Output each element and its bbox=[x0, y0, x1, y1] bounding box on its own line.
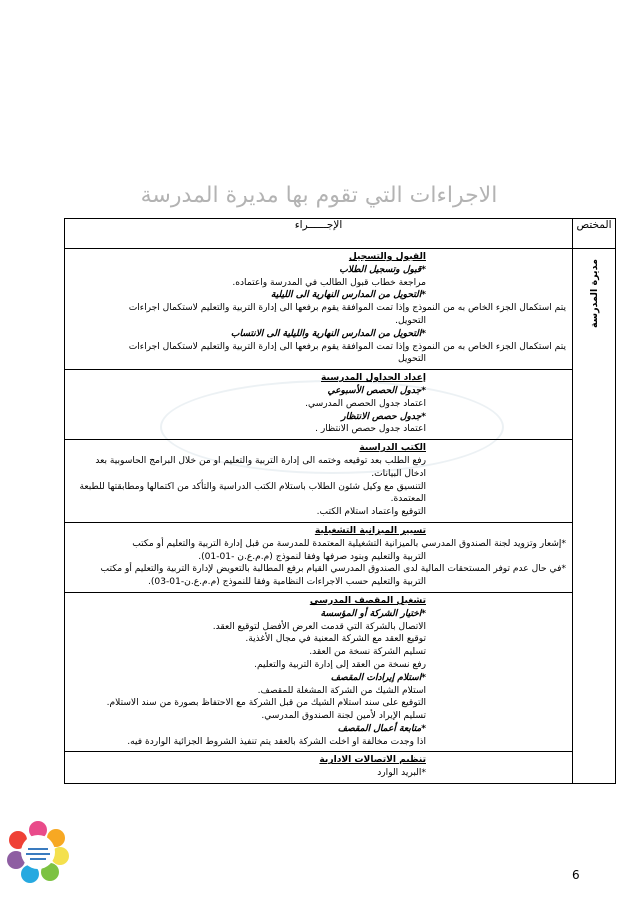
procedure-subheading: *التحويل من المدارس النهارية والليلية الى الانتساب bbox=[230, 328, 426, 339]
procedure-line: *في حال عدم توفر المستحقات المالية لدى الصندوق المدرسي القيام برفع المطالبة بالتعويض لإدارة التربية والتعليم أو مكتب bbox=[100, 564, 566, 575]
procedure-section bbox=[65, 370, 572, 440]
procedure-line: رفع نسخة من العقد إلى إدارة التربية والتعليم. bbox=[254, 659, 426, 670]
procedure-line: التحويل bbox=[397, 354, 426, 365]
procedure-line: *إشعار وتزويد لجنة الصندوق المدرسي بالميزانية التشغيلية المعتمدة للمدرسة من قبل إدارة التربية والتعليم أو مكتب bbox=[132, 538, 566, 549]
procedure-line: يتم استكمال الجزء الخاص به من النموذج وإذا تمت الموافقة يقوم برفعها الى إدارة التربية والتعليم لاستكمال اجراءات bbox=[128, 341, 566, 352]
page-title: الاجراءات التي تقوم بها مديرة المدرسة bbox=[140, 183, 498, 208]
section-title: تنظيم الاتصالات الادارية bbox=[319, 755, 426, 766]
procedure-line: اعتماد جدول حصص الانتظار . bbox=[315, 424, 426, 435]
section-title: تسيير الميزانية التشغيلية bbox=[314, 525, 426, 536]
side-label: مديرة المدرسة bbox=[588, 259, 600, 329]
procedure-line: تسليم الإيراد لأمين لجنة الصندوق المدرسي. bbox=[261, 711, 426, 722]
procedures-cell bbox=[65, 249, 573, 784]
section-title: تشغيل المقصف المدرسي bbox=[309, 595, 426, 606]
procedure-subheading: *قبول وتسجيل الطلاب bbox=[339, 264, 426, 275]
procedure-line: مراجعة خطاب قبول الطالب في المدرسة واعتماده. bbox=[232, 277, 426, 288]
procedure-subheading: *جدول حصص الانتظار bbox=[341, 411, 426, 422]
procedure-line: توقيع العقد مع الشركة المعنية في مجال الأغذية. bbox=[245, 634, 426, 645]
procedure-line: تسليم الشركة نسخة من العقد. bbox=[309, 647, 426, 658]
procedure-line: رفع الطلب بعد توقيعه وختمه الى إدارة التربية والتعليم او من خلال البرامج الحاسوبية بعد ادخال البيانات. bbox=[95, 455, 426, 479]
section-title: القبول والتسجيل bbox=[348, 252, 426, 262]
page-number: 6 bbox=[572, 868, 580, 882]
procedure-subheading: *اختيار الشركة أو المؤسسة bbox=[320, 608, 426, 619]
procedure-subheading: *التحويل من المدارس النهارية الى الليلية bbox=[270, 290, 426, 301]
procedure-line: التربية والتعليم وبنود صرفها وفقا لنموذج (م.م.ع.ن -01-01). bbox=[198, 551, 426, 562]
procedure-line: التربية والتعليم حسب الاجراءات النظامية وفقا للنموذج (م.م.ع.ن-01-03). bbox=[147, 577, 426, 588]
section-title: الكتب الدراسية bbox=[359, 443, 426, 454]
procedure-section bbox=[65, 249, 572, 370]
procedure-subheading: *استلام إيرادات المقصف bbox=[330, 672, 426, 683]
procedure-line: الاتصال بالشركة التي قدمت العرض الأفضل لتوقيع العقد. bbox=[212, 621, 426, 632]
procedure-line: استلام الشيك من الشركة المشغلة للمقصف. bbox=[257, 685, 426, 696]
procedures-table bbox=[64, 218, 616, 784]
procedure-subheading: *متابعة أعمال المقصف bbox=[337, 723, 426, 734]
header-responsible: المختص bbox=[573, 219, 616, 249]
procedure-section bbox=[65, 440, 572, 523]
procedure-section bbox=[65, 523, 572, 593]
procedure-section bbox=[65, 593, 572, 753]
procedure-line: التحويل. bbox=[395, 315, 426, 326]
procedure-line: التوقيع واعتماد استلام الكتب. bbox=[316, 507, 426, 518]
procedure-line: التوقيع على سند استلام الشيك من قبل الشركة مع الاحتفاظ بصورة من سند الاستلام. bbox=[106, 698, 426, 709]
procedure-line: يتم استكمال الجزء الخاص به من النموذج وإذا تمت الموافقة يقوم برفعها الى إدارة التربية والتعليم لاستكمال اجراءات bbox=[128, 303, 566, 314]
procedure-line: اذا وجدت مخالفة او اخلت الشركة بالعقد يتم تنفيذ الشروط الجزائية الواردة فيه. bbox=[127, 736, 426, 747]
header-procedure: الإجــــــراء bbox=[65, 219, 573, 249]
procedure-line: التنسيق مع وكيل شئون الطلاب باستلام الكتب الدراسية والتأكد من اكتمالها ومطابقتها للطبعة المعتمدة. bbox=[79, 481, 426, 505]
procedure-subheading: *جدول الحصص الأسبوعي bbox=[327, 385, 426, 396]
procedure-line: اعتماد جدول الحصص المدرسي. bbox=[305, 398, 426, 409]
procedure-section bbox=[65, 752, 572, 783]
procedure-line: *البريد الوارد bbox=[377, 768, 426, 779]
responsible-cell bbox=[573, 249, 616, 784]
section-title: إعداد الجداول المدرسية bbox=[321, 373, 426, 384]
school-logo-icon bbox=[6, 820, 70, 884]
